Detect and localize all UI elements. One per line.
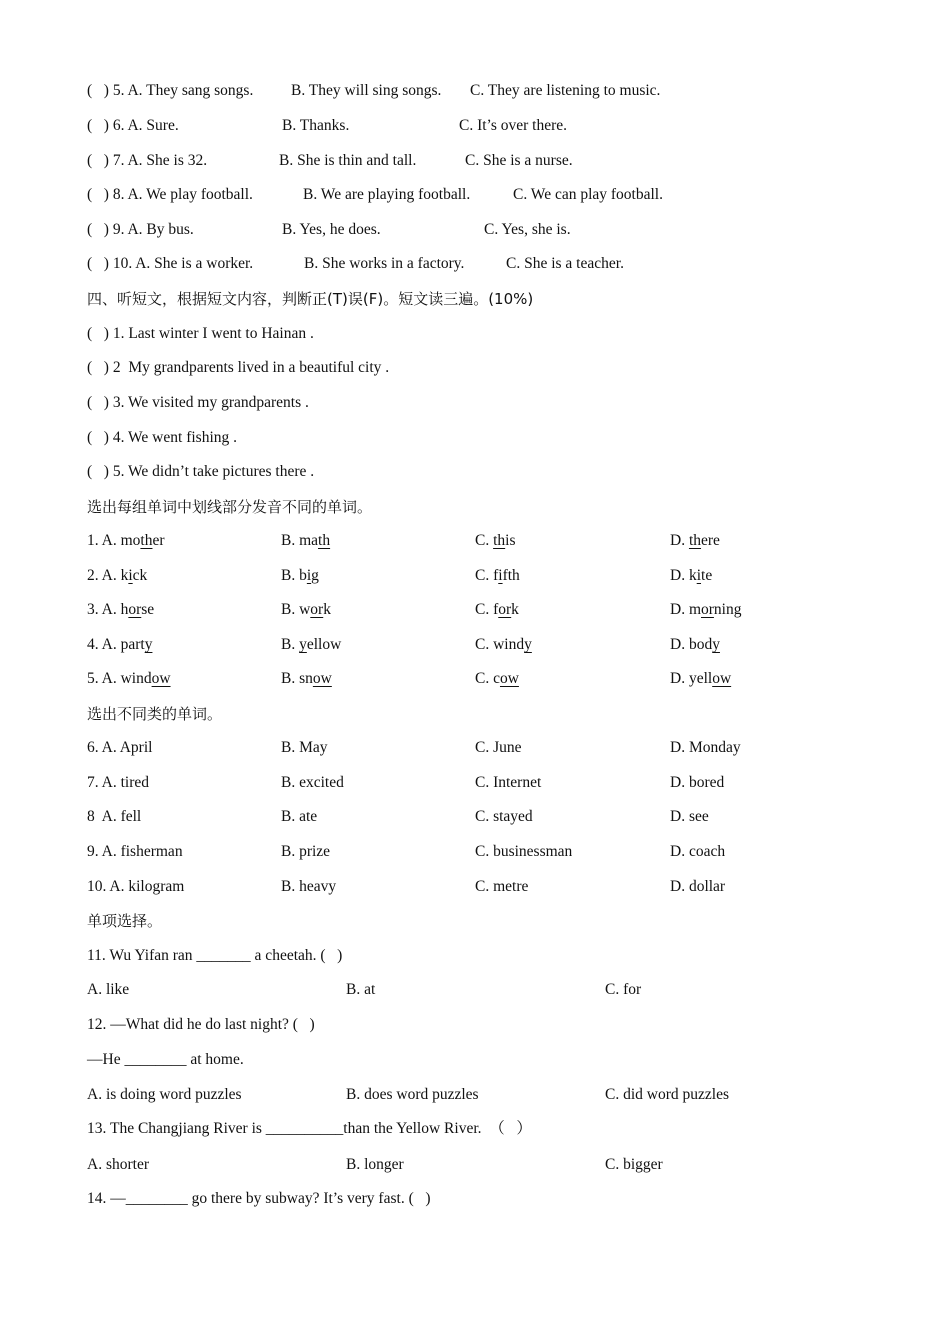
underlined-letters: ow: [712, 670, 732, 687]
true-false-item: ( ) 5. We didn’t take pictures there .: [87, 463, 315, 480]
underlined-letters: y: [712, 636, 720, 653]
option-c: C. She is a teacher.: [506, 255, 624, 272]
option-c: C. Yes, she is.: [484, 221, 571, 238]
option-text: te: [701, 567, 713, 584]
word-option: 9. A. fisherman: [87, 843, 183, 860]
phonics-option: [87, 669, 171, 689]
phonics-heading: 选出每组单词中划线部分发音不同的单词。: [87, 498, 373, 516]
underlined-letters: th: [140, 532, 153, 549]
option-c: C. She is a nurse.: [465, 152, 573, 169]
question-11-stem: 11. Wu Yifan ran _______ a cheetah. ( ): [87, 947, 343, 964]
option-a: A. shorter: [87, 1156, 149, 1173]
option-text: D. yell: [670, 670, 713, 687]
option-text: 2. A. k: [87, 567, 129, 584]
question-stem: ( ) 10. A. She is a worker.: [87, 255, 254, 272]
word-option: C. stayed: [475, 808, 533, 825]
option-text: 1. A. mo: [87, 532, 141, 549]
phonics-option: [281, 600, 331, 620]
option-text: 5. A. wind: [87, 670, 152, 687]
option-text: k: [323, 601, 331, 618]
phonics-option: [281, 566, 319, 586]
word-option: B. prize: [281, 843, 331, 860]
phonics-option: [87, 531, 165, 551]
underlined-letters: th: [493, 532, 506, 549]
option-a: A. like: [87, 981, 130, 998]
option-text: D. k: [670, 567, 697, 584]
phonics-row: [87, 600, 910, 620]
word-option: C. businessman: [475, 843, 573, 860]
question-12-stem-2: —He ________ at home.: [87, 1051, 244, 1068]
underlined-letters: i: [128, 567, 133, 584]
option-text: B. w: [281, 601, 311, 618]
question-stem: ( ) 5. A. They sang songs.: [87, 82, 254, 99]
phonics-option: [670, 531, 720, 551]
underlined-letters: i: [306, 567, 312, 584]
option-b: B. She is thin and tall.: [279, 152, 417, 169]
phonics-row: [87, 669, 910, 689]
listening-item-6: [87, 116, 910, 136]
underlined-letters: y: [299, 636, 307, 653]
question-11-options: [87, 980, 910, 1000]
phonics-option: [87, 635, 152, 655]
option-text: k: [511, 601, 519, 618]
option-text: g: [311, 567, 319, 584]
option-b: B. We are playing football.: [303, 186, 471, 203]
option-b: B. They will sing songs.: [291, 82, 442, 99]
listening-item-10: [87, 254, 910, 274]
phonics-option: [475, 600, 519, 620]
underlined-letters: th: [318, 532, 331, 549]
question-stem: ( ) 9. A. By bus.: [87, 221, 194, 238]
listening-item-9: [87, 220, 910, 240]
underlined-letters: ow: [312, 670, 332, 687]
option-text: fth: [502, 567, 520, 584]
phonics-option: [87, 600, 154, 620]
true-false-item: ( ) 3. We visited my grandparents .: [87, 394, 309, 411]
word-option: 8 A. fell: [87, 808, 142, 825]
phonics-option: [281, 531, 330, 551]
question-14-stem: 14. —________ go there by subway? It’s very fast. ( ): [87, 1190, 431, 1207]
option-c: C. They are listening to music.: [470, 82, 661, 99]
word-option: D. see: [670, 808, 709, 825]
option-text: C. f: [475, 567, 499, 584]
phonics-row: [87, 635, 910, 655]
single-choice-heading: 单项选择。: [87, 912, 163, 930]
underlined-letters: or: [128, 601, 142, 618]
true-false-item: ( ) 1. Last winter I went to Hainan .: [87, 325, 314, 342]
option-text: ellow: [306, 636, 342, 653]
underlined-letters: i: [498, 567, 503, 584]
phonics-option: [281, 669, 332, 689]
option-text: D.: [670, 532, 689, 549]
question-12-stem: 12. —What did he do last night? ( ): [87, 1016, 315, 1033]
listening-item-7: [87, 151, 910, 171]
option-text: ck: [132, 567, 148, 584]
option-c: C. It’s over there.: [459, 117, 568, 134]
option-text: C. c: [475, 670, 500, 687]
phonics-option: [475, 566, 520, 586]
option-b: B. at: [346, 981, 376, 998]
phonics-option: [670, 635, 720, 655]
odd-one-out-row: [87, 842, 910, 862]
odd-one-out-heading: 选出不同类的单词。: [87, 705, 223, 723]
underlined-letters: y: [524, 636, 532, 653]
question-stem: ( ) 6. A. Sure.: [87, 117, 179, 134]
option-text: B. b: [281, 567, 307, 584]
phonics-row: [87, 566, 910, 586]
option-text: C.: [475, 532, 494, 549]
word-option: D. bored: [670, 774, 725, 791]
word-option: B. ate: [281, 808, 318, 825]
option-c: C. for: [605, 981, 642, 998]
option-text: B.: [281, 636, 300, 653]
true-false-item: ( ) 4. We went fishing .: [87, 429, 237, 446]
option-text: ere: [701, 532, 720, 549]
phonics-row: [87, 531, 910, 551]
listening-item-5: [87, 81, 910, 101]
question-13-options: [87, 1155, 910, 1175]
question-stem: ( ) 8. A. We play football.: [87, 186, 253, 203]
word-option: D. coach: [670, 843, 726, 860]
phonics-option: [670, 566, 712, 586]
word-option: C. Internet: [475, 774, 542, 791]
section-4-heading: 四、听短文，根据短文内容，判断正(T)误(F)。短文读三遍。(10%): [87, 290, 534, 308]
option-text: D. bod: [670, 636, 713, 653]
underlined-letters: ow: [499, 670, 519, 687]
option-text: C. wind: [475, 636, 525, 653]
option-b: B. She works in a factory.: [304, 255, 465, 272]
underlined-letters: or: [310, 601, 324, 618]
word-option: 7. A. tired: [87, 774, 149, 791]
word-option: B. heavy: [281, 878, 337, 895]
option-b: B. Yes, he does.: [282, 221, 381, 238]
option-b: B. does word puzzles: [346, 1086, 479, 1103]
question-13-stem: 13. The Changjiang River is __________than the Yellow River. （ ）: [87, 1120, 532, 1137]
option-text: se: [141, 601, 155, 618]
phonics-option: [670, 669, 731, 689]
option-text: 4. A. part: [87, 636, 145, 653]
underlined-letters: y: [144, 636, 153, 653]
underlined-letters: ow: [151, 670, 171, 687]
phonics-option: [475, 669, 519, 689]
question-stem: ( ) 7. A. She is 32.: [87, 152, 208, 169]
underlined-letters: or: [498, 601, 512, 618]
word-option: 10. A. kilogram: [87, 878, 185, 895]
option-c: C. bigger: [605, 1156, 663, 1173]
odd-one-out-row: [87, 807, 910, 827]
word-option: 6. A. April: [87, 739, 153, 756]
option-b: B. longer: [346, 1156, 404, 1173]
option-text: is: [505, 532, 516, 549]
option-c: C. did word puzzles: [605, 1086, 729, 1103]
option-a: A. is doing word puzzles: [87, 1086, 242, 1103]
odd-one-out-row: [87, 877, 910, 897]
option-text: ning: [713, 601, 742, 618]
option-text: B. ma: [281, 532, 319, 549]
word-option: B. May: [281, 739, 328, 756]
word-option: C. June: [475, 739, 522, 756]
underlined-letters: or: [701, 601, 714, 618]
phonics-option: [281, 635, 341, 655]
odd-one-out-row: [87, 773, 910, 793]
underlined-letters: i: [696, 567, 702, 584]
option-b: B. Thanks.: [282, 117, 350, 134]
underlined-letters: th: [688, 532, 702, 549]
option-text: B. sn: [281, 670, 313, 687]
question-12-options: [87, 1085, 910, 1105]
option-text: er: [152, 532, 165, 549]
option-text: C. f: [475, 601, 499, 618]
phonics-option: [87, 566, 147, 586]
phonics-option: [670, 600, 741, 620]
option-c: C. We can play football.: [513, 186, 663, 203]
word-option: D. dollar: [670, 878, 726, 895]
word-option: D. Monday: [670, 739, 741, 756]
word-option: B. excited: [281, 774, 344, 791]
word-option: C. metre: [475, 878, 529, 895]
phonics-option: [475, 635, 532, 655]
odd-one-out-row: [87, 738, 910, 758]
option-text: D. m: [670, 601, 701, 618]
phonics-option: [475, 531, 516, 551]
option-text: 3. A. h: [87, 601, 129, 618]
listening-item-8: [87, 185, 910, 205]
true-false-item: ( ) 2 My grandparents lived in a beautiful city .: [87, 359, 390, 376]
